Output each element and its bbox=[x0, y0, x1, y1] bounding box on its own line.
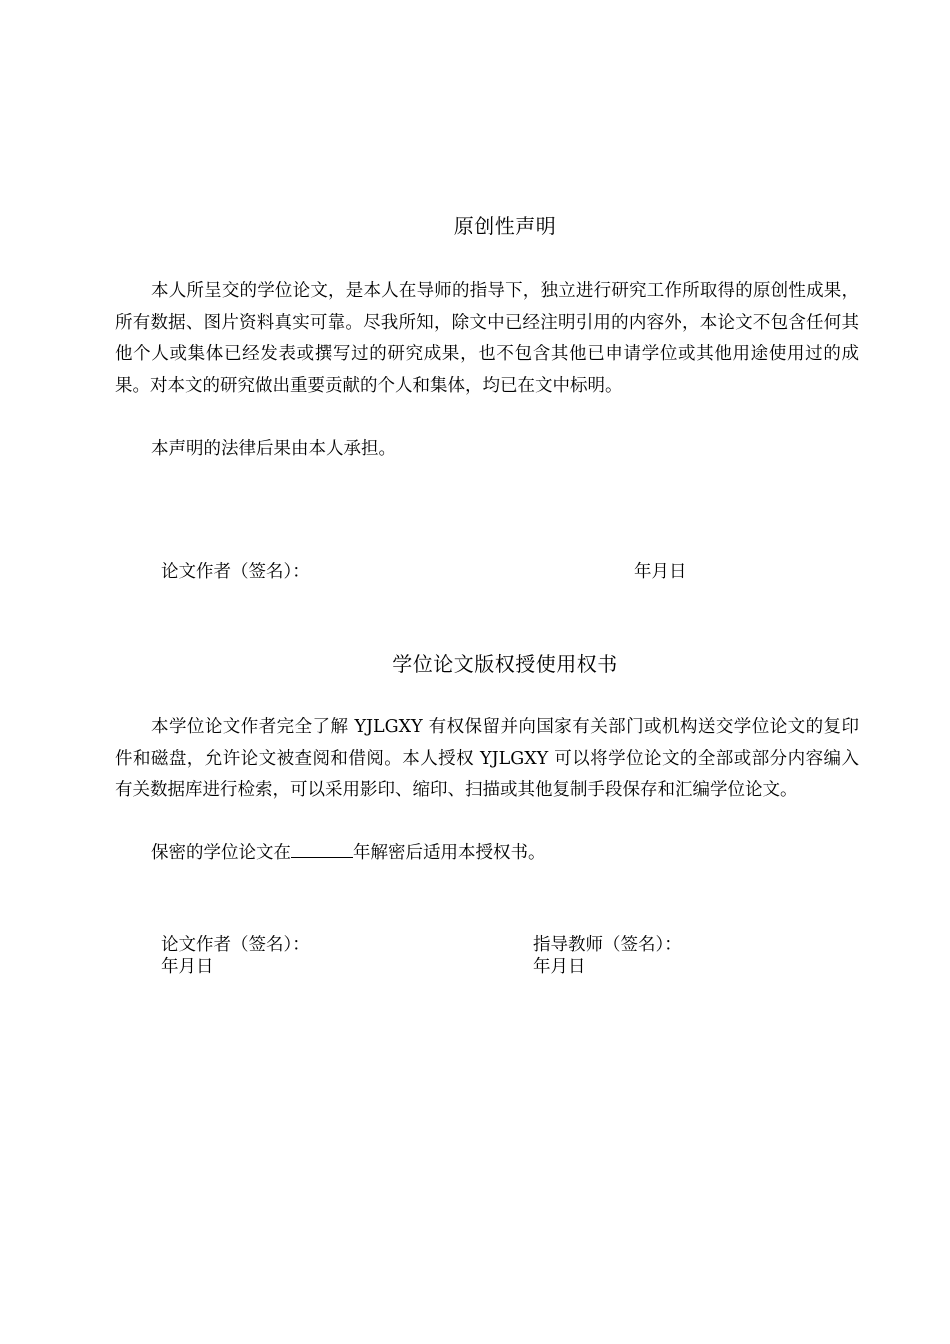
authorization-advisor-date-label: 年月日 bbox=[533, 957, 586, 977]
declaration-date-label: 年月日 bbox=[634, 562, 687, 582]
declaration-paragraph-2: 本声明的法律后果由本人承担。 bbox=[151, 439, 396, 459]
confidential-text-before: 保密的学位论文在 bbox=[151, 843, 291, 863]
authorization-author-date-label: 年月日 bbox=[161, 957, 214, 977]
authorization-advisor-signature-label: 指导教师（签名）： bbox=[533, 935, 682, 955]
authorization-title: 学位论文版权授使用权书 bbox=[392, 652, 618, 676]
declaration-paragraph-1: 本人所呈交的学位论文，是本人在导师的指导下，独立进行研究工作所取得的原创性成果，所有数据、图片资料真实可靠。尽我所知，除文中已经注明引用的内容外，本论文不包含任何其他个人或集体已经发表或撰写过的研究成果，也不包含其他已申请学位或其他用途使用过的成果。对本文的研究做出重要贡献的个人和集体，均已在文中标明。 bbox=[115, 281, 859, 396]
authorization-author-signature-label: 论文作者（签名）： bbox=[161, 935, 310, 955]
authorization-paragraph-1: 本学位论文作者完全了解 YJLGXY 有权保留并向国家有关部门或机构送交学位论文的复印件和磁盘，允许论文被查阅和借阅。本人授权 YJLGXY 可以将学位论文的全部或部分内容编入有关数据库进行检索，可以采用影印、缩印、扫描或其他复制手段保存和汇编学位论文。 bbox=[115, 717, 859, 800]
declaration-author-signature-label: 论文作者（签名）： bbox=[161, 562, 310, 582]
declaration-title: 原创性声明 bbox=[453, 214, 557, 238]
confidential-years-blank bbox=[291, 839, 353, 858]
authorization-paragraph-2 bbox=[115, 838, 859, 870]
confidential-text-after: 年解密后适用本授权书。 bbox=[353, 843, 546, 863]
